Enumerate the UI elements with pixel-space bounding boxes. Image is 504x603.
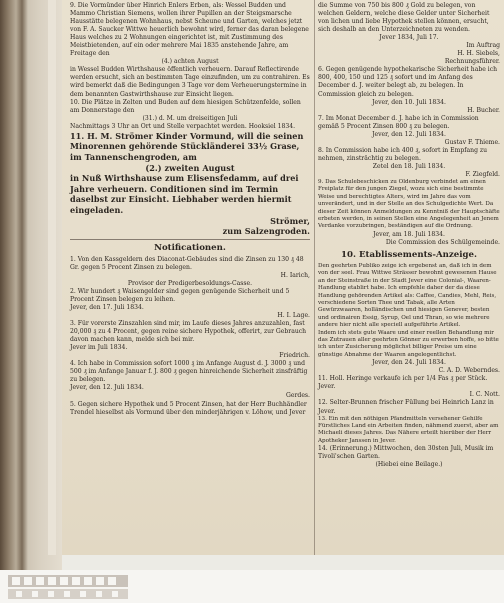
notice-9-right-date: Jever, am 18. Juli 1834. [373,230,445,238]
column-divider [314,0,315,555]
notice-11-date: (2.) zweiten August [145,162,235,173]
notice-11-signature: Strömer, [270,215,310,226]
notice-11-right-signature: I. C. Nott. [469,391,500,399]
notification-2: 2. Wir hundert ₰ Waisengelder sind gegen genügende Sicherheit und 5 Procent Zinsen belegen zu leihen. [70,287,290,303]
notice-9: 9. Die Vormünder über Hinrich Enlers Erben, als: Wessel Budden und Mammo Christian Siemens, wollen ihrer Pupillen an der Steigsmarsche Hausstätte belegenen Wohnhaus, nebst Scheune und Garten, welches jetzt von F. A. Saucker Wittwe heuerlich bewohnt wird, ferner das daran belegene Haus welches zu 2 Wohnungen eingerichtet ist, mit Zustimmung des Meistbietenden, auf ein oder mehrere Mai 1835 anstehende Jahre, am Freitage den [70,2,309,58]
notice-8: 8. In Commission habe ich 400 ₰, sofort in Empfang zu nehmen, zinsträchtig zu belegen. [318,146,488,162]
establishments-heading: 10. Etablissements-Anzeige. [341,249,477,260]
notice-11-place: zum Salzengroden. [222,226,310,237]
right-column [318,2,500,469]
notifications-heading: Notificationen. [154,242,226,253]
section-divider [70,239,310,240]
notification-2-date: Jever, den 17. Juli 1834. [70,303,144,311]
notification-1-signature: H. Iarich, [280,271,310,279]
notification-4: 4. Ich habe in Commission sofort 1000 ₰ im Anfange August d. J. 3000 ₰ und 500 ₰ im Anfange Januar f. J. 800 ₰ gegen hinreichende Sicherheit zinsfräftig zu belegen. [70,360,308,384]
notice-10: 10. Die Plätze in Zelten und Buden auf dem hiesigen Schützenfelde, sollen am Donnerstage den [70,98,301,114]
notice-7: 7. Im Monat December d. J. habe ich in Commission gemäß 5 Procent Zinsen 800 ₰ zu belegen. [318,114,479,130]
notice-6-signature: H. Bucher. [467,106,500,114]
establishment-text-1: Den geehrten Publiko zeige ich ergebenst an, daß ich in dem von der seel. Frau Wittwe Strässer bewohnt gewesenen Hause an der Steinstraße in der Stadt Jever eine Colonial-, Waaren-Handlung etablirt habe. Ich empfehle daher der da diese Handlung gehörenden Artikel als: Caffee, Candies, Mehl, Reis, verschiedene Sorten Thee und Tabak, alle Arten Gewürzwaaren, holländischen und hiesigen Genever, besten und ordinairen Essig, Syrup, Oel und Thran, so wie mehrere andere hier nicht alle speciell aufgeführte Artikel. [318,262,497,329]
notification-1-role: Provisor der Predigerbesoldungs-Casse. [127,279,253,287]
notification-3-date: Jever im Juli 1834. [70,344,128,352]
establishment-text-2: Indem ich stets gute Waare und einer reellen Behandlung mir das Zutrauen aller geehrten Gönner zu erwerben hoffe, so bitte ich unter Zusicherung möglichst billiger Preise um eine günstige Abnahme der Waaren angelegentlichst. [318,329,499,358]
notice-14: 14. (Erinnerung.) Mittwochen, den 30sten Juli, Musik im Tivoli'schen Garten. [318,445,494,461]
notice-5-cont: die Summe von 750 bis 800 ₰ Gold zu belegen, von welchen Geldern, welche diese Gelder unter Sicherheit von lichen und liebe Hypothek stellen können, ersucht, sich deshalb an den Unterzeichneten zu wenden. [318,2,490,34]
notice-5-commission: Im Auftrag [466,42,500,50]
establishment-date: Jever, den 24. Juli 1834. [372,359,446,367]
notice-5-signature: H. H. Siebels, [457,50,500,58]
notice-9-right: 9. Das Schulebeschicken zu Oldenburg verbindet am einen Freiplatz für den jungen Ziegel, wozu sich eine bestimmte Weise und berechtigtes Alters, wird im Jahre das vom unverändert, und in der Stelle an des Schulgedichte Wert. Da dieser Zeit können Anmeldungen zu Kenntniß der Hauptschäfte erbeten werden, in seinen Stellen eine Angelegenheit an Jenem Verdanke vorzubringen, beständigen auf die Ordnung. [318,179,500,230]
notice-5-role: Rechnungsführer. [444,58,500,66]
spine-strip [48,0,56,555]
notice-11: 11. H. M. Strömer Kinder Vormund, will die seinen Minorennen gehörende Stückländerei 33½ Grase, im Tannenschengroden, am [70,130,304,162]
footer-note: (Hiebei eine Beilage.) [375,461,443,469]
notice-10-date: (31.) d. M. um dreiseitigen Juli [142,114,238,122]
notice-7-signature: Gustav F. Thieme. [444,138,500,146]
notice-11-right: 11. Holl. Heringe verkaufe ich per 1/4 Fas ₰ per Stück. [318,375,488,383]
notice-12: 12. Selter-Brunnen frischer Füllung bei Heinrich Lanz in Jever. [318,399,494,415]
notice-10-body: Nachmittags 3 Uhr an Ort und Stelle verpachtet werden. Hooksiel 1834. [70,122,296,130]
notice-9-right-signature: Die Commission des Schülgemeinde. [385,238,500,246]
notice-9-date: (4.) achten August [161,58,219,66]
notification-3-signature: Friedrich. [279,352,310,360]
notification-4-date: Jever, den 12. Juli 1834. [70,384,144,392]
notice-8-date: Zetel den 18. Juli 1834. [372,162,446,170]
notification-4-signature: Gerdes. [286,392,310,400]
notification-5: 5. Gegen sichere Hypothek und 5 Procent Zinsen, hat der Herr Buchhändler Trendel hieselbst als Vormund über den minderjährigen v. Löhow, und Jever [70,400,307,416]
notice-6: 6. Gegen genügende hypothekarische Sicherheit habe ich 800, 400, 150 und 125 ₰ sofort und im Anfang des December d. J. weiter belegt ab, zu belegen. In Commission gleich zu belegen. [318,66,498,98]
notification-2-signature: H. I. Lage. [277,312,310,320]
notice-13: 13. Ein mit den nöthigen Pfandmitteln versehener Gehilfe Fürstliches Land ein Arbeiten finden, nähmend zuerst, aber am Michaeli dieses Jahres. Das Nähere erteilt hierüber der Herr Apotheker Janssen in Jever. [318,415,499,444]
notice-11-body: in Nuß Wirthshause zum Elisensfedamm, auf drei Jahre verheuern. Conditionen sind im Termin daselbst zur Einsicht. Liebhaber werden hiermit eingeladen. [70,173,299,215]
notice-6-date: Jever, den 10. Juli 1834. [372,98,446,106]
establishment-signature: C. A. D. Weberndes. [438,367,500,375]
notice-8-signature: F. Ziegfeld. [465,170,500,178]
notification-3: 3. Für vorerste Zinszahlen sind mir, im Laufe dieses Jahres anzuzahlen, fast 20,000 ₰ zu 4 Procent, gegen reine sichere Hypothek, offerirt, zur Gebrauch davon machen kann, melde sich bei mir. [70,320,307,344]
notice-7-date: Jever, den 12. Juli 1834. [372,130,446,138]
left-column [70,2,310,417]
notice-11-right-place: Jever. [318,383,336,391]
notice-9-body: in Wessel Budden Wirthshause öffentlich verheuern. Darauf Reflectirende werden ersucht, sich an bestimmten Tage einzufinden, um zu contrahiren. Es wird bemerkt daß die Bedingungen 3 Tage vor dem Verheuerungstermine in dem benannten Gastwirthshause zur Einsicht liegen. [70,66,310,98]
notice-5-date: Jever 1834, Juli 17. [379,34,439,42]
library-logo [6,573,130,601]
notification-1: 1. Von den Kassgeldern des Diaconat-Gebäudes sind die Zinsen zu 130 ₰ 48 Gr. gegen 5 Procent Zinsen zu belegen. [70,255,304,271]
